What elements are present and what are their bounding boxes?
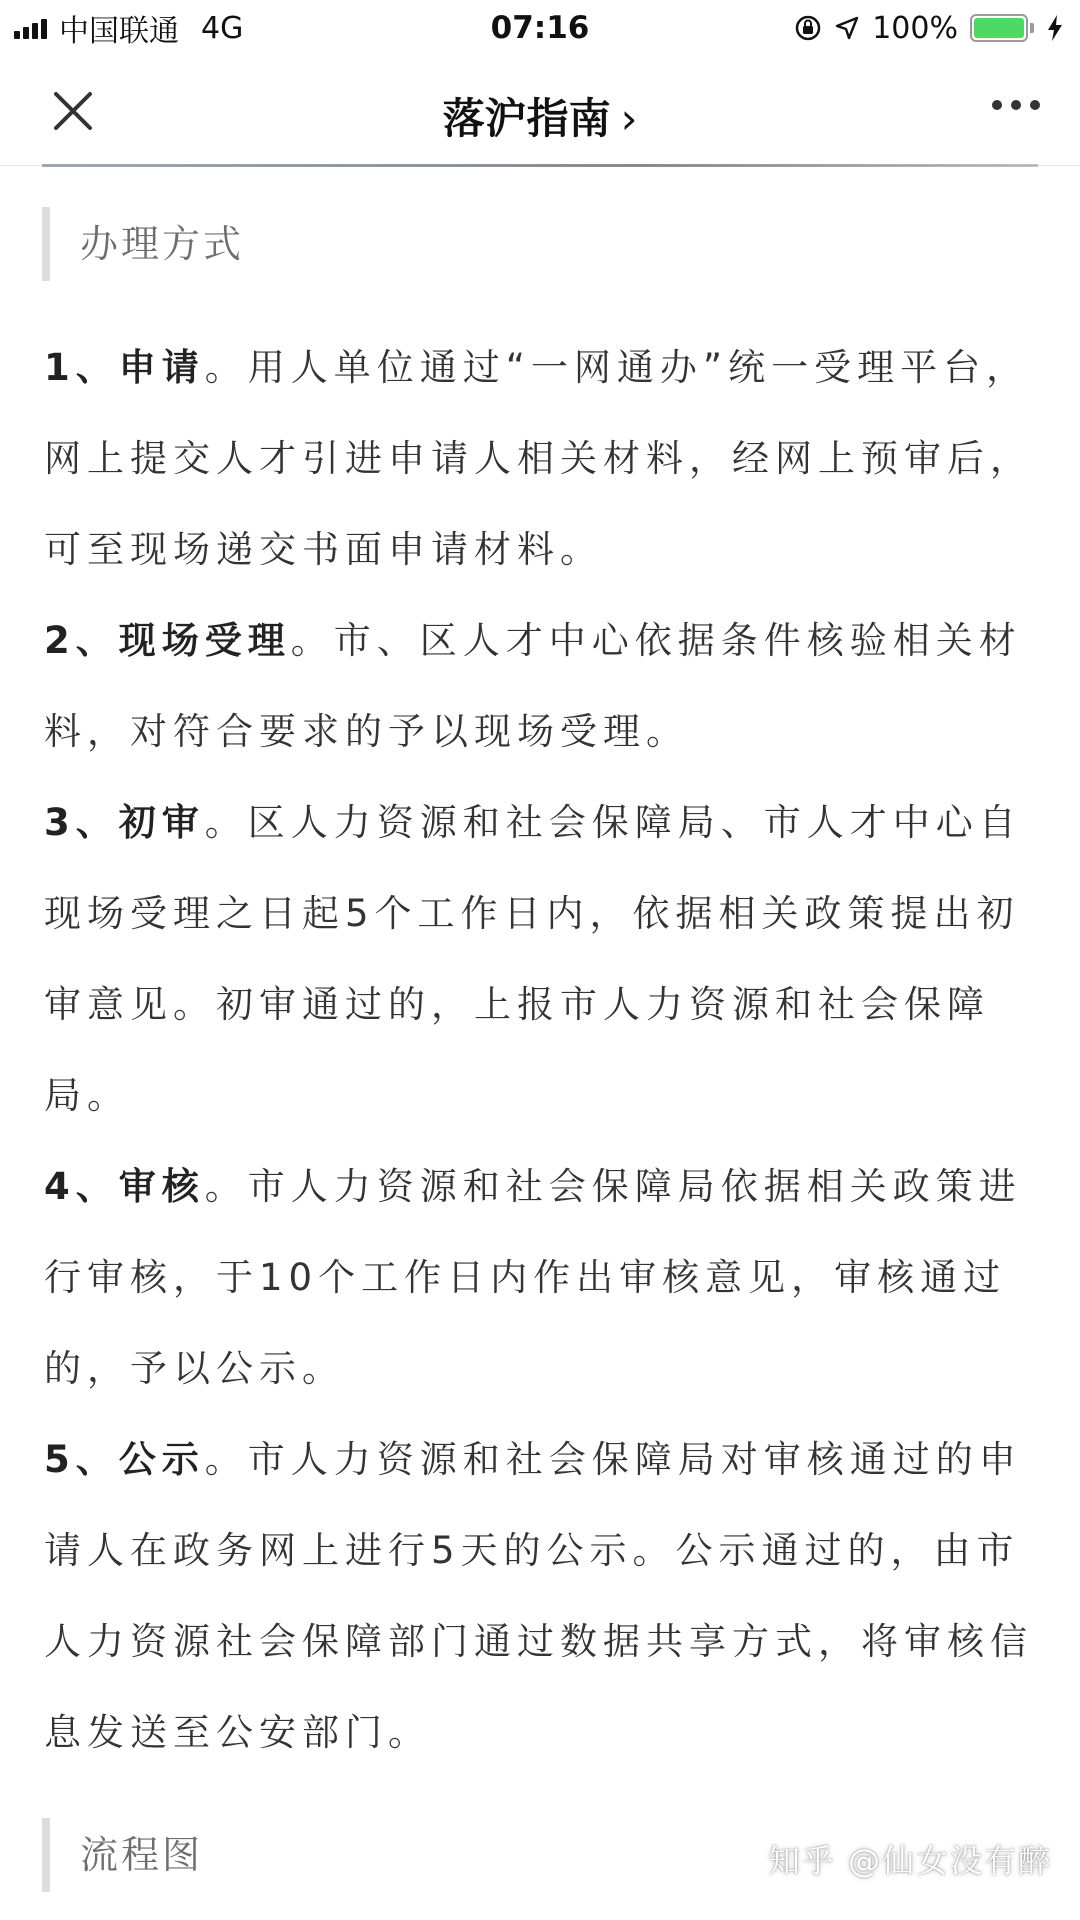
- step-paragraph: [44, 1414, 1044, 1778]
- section-title: 办理方式: [80, 222, 245, 266]
- section-title: 流程图: [80, 1833, 204, 1877]
- step-paragraph: [44, 322, 1044, 595]
- step-heading: 3、初审: [44, 801, 205, 844]
- step-paragraph: [44, 1141, 1044, 1414]
- orientation-lock-icon: [794, 14, 822, 42]
- step-paragraph: [44, 595, 1044, 777]
- watermark: 知乎 @仙女没有醉: [767, 1842, 1052, 1880]
- divider: [42, 164, 1038, 167]
- step-text: 。市、区人才中心依据条件核验相关材料，对符合要求的予以现场受理。: [44, 619, 1022, 753]
- step-text: 。区人力资源和社会保障局、市人才中心自现场受理之日起5个工作日内，依据相关政策提出初审意见。初审通过的，上报市人力资源和社会保障局。: [44, 801, 1022, 1117]
- location-icon: [834, 15, 860, 41]
- step-text: 。市人力资源和社会保障局依据相关政策进行审核，于10个工作日内作出审核意见，审核通过的，予以公示。: [44, 1165, 1022, 1390]
- step-heading: 2、现场受理: [44, 619, 291, 662]
- step-heading: 1、申请: [44, 346, 205, 389]
- status-bar: [0, 0, 1080, 56]
- page-title: 落沪指南: [442, 94, 611, 143]
- battery-icon: [970, 14, 1034, 42]
- nav-bar: [0, 56, 1080, 166]
- step-text: 。用人单位通过“一网通办”统一受理平台，网上提交人才引进申请人相关材料，经网上预审后，可至现场递交书面申请材料。: [44, 346, 1033, 571]
- article-body: [44, 322, 1044, 1778]
- battery-percent: 100%: [872, 10, 958, 46]
- network-label: 4G: [201, 10, 244, 46]
- status-right: [794, 11, 1064, 46]
- charging-bolt-icon: [1046, 14, 1064, 42]
- chevron-right-icon: ›: [620, 94, 638, 143]
- step-heading: 5、公示: [44, 1438, 205, 1481]
- step-paragraph: [44, 777, 1044, 1141]
- step-heading: 4、审核: [44, 1165, 205, 1208]
- carrier-label: 中国联通: [59, 14, 179, 49]
- more-options-icon[interactable]: [992, 100, 1040, 110]
- clock: 07:16: [490, 10, 590, 46]
- section-heading: [42, 1818, 642, 1892]
- page-title-link[interactable]: [0, 86, 1080, 146]
- section-heading: [42, 207, 642, 281]
- signal-icon: [14, 17, 47, 39]
- step-text: 。市人力资源和社会保障局对审核通过的申请人在政务网上进行5天的公示。公示通过的，由市人力资源社会保障部门通过数据共享方式，将审核信息发送至公安部门。: [44, 1438, 1033, 1754]
- status-left: [14, 6, 243, 50]
